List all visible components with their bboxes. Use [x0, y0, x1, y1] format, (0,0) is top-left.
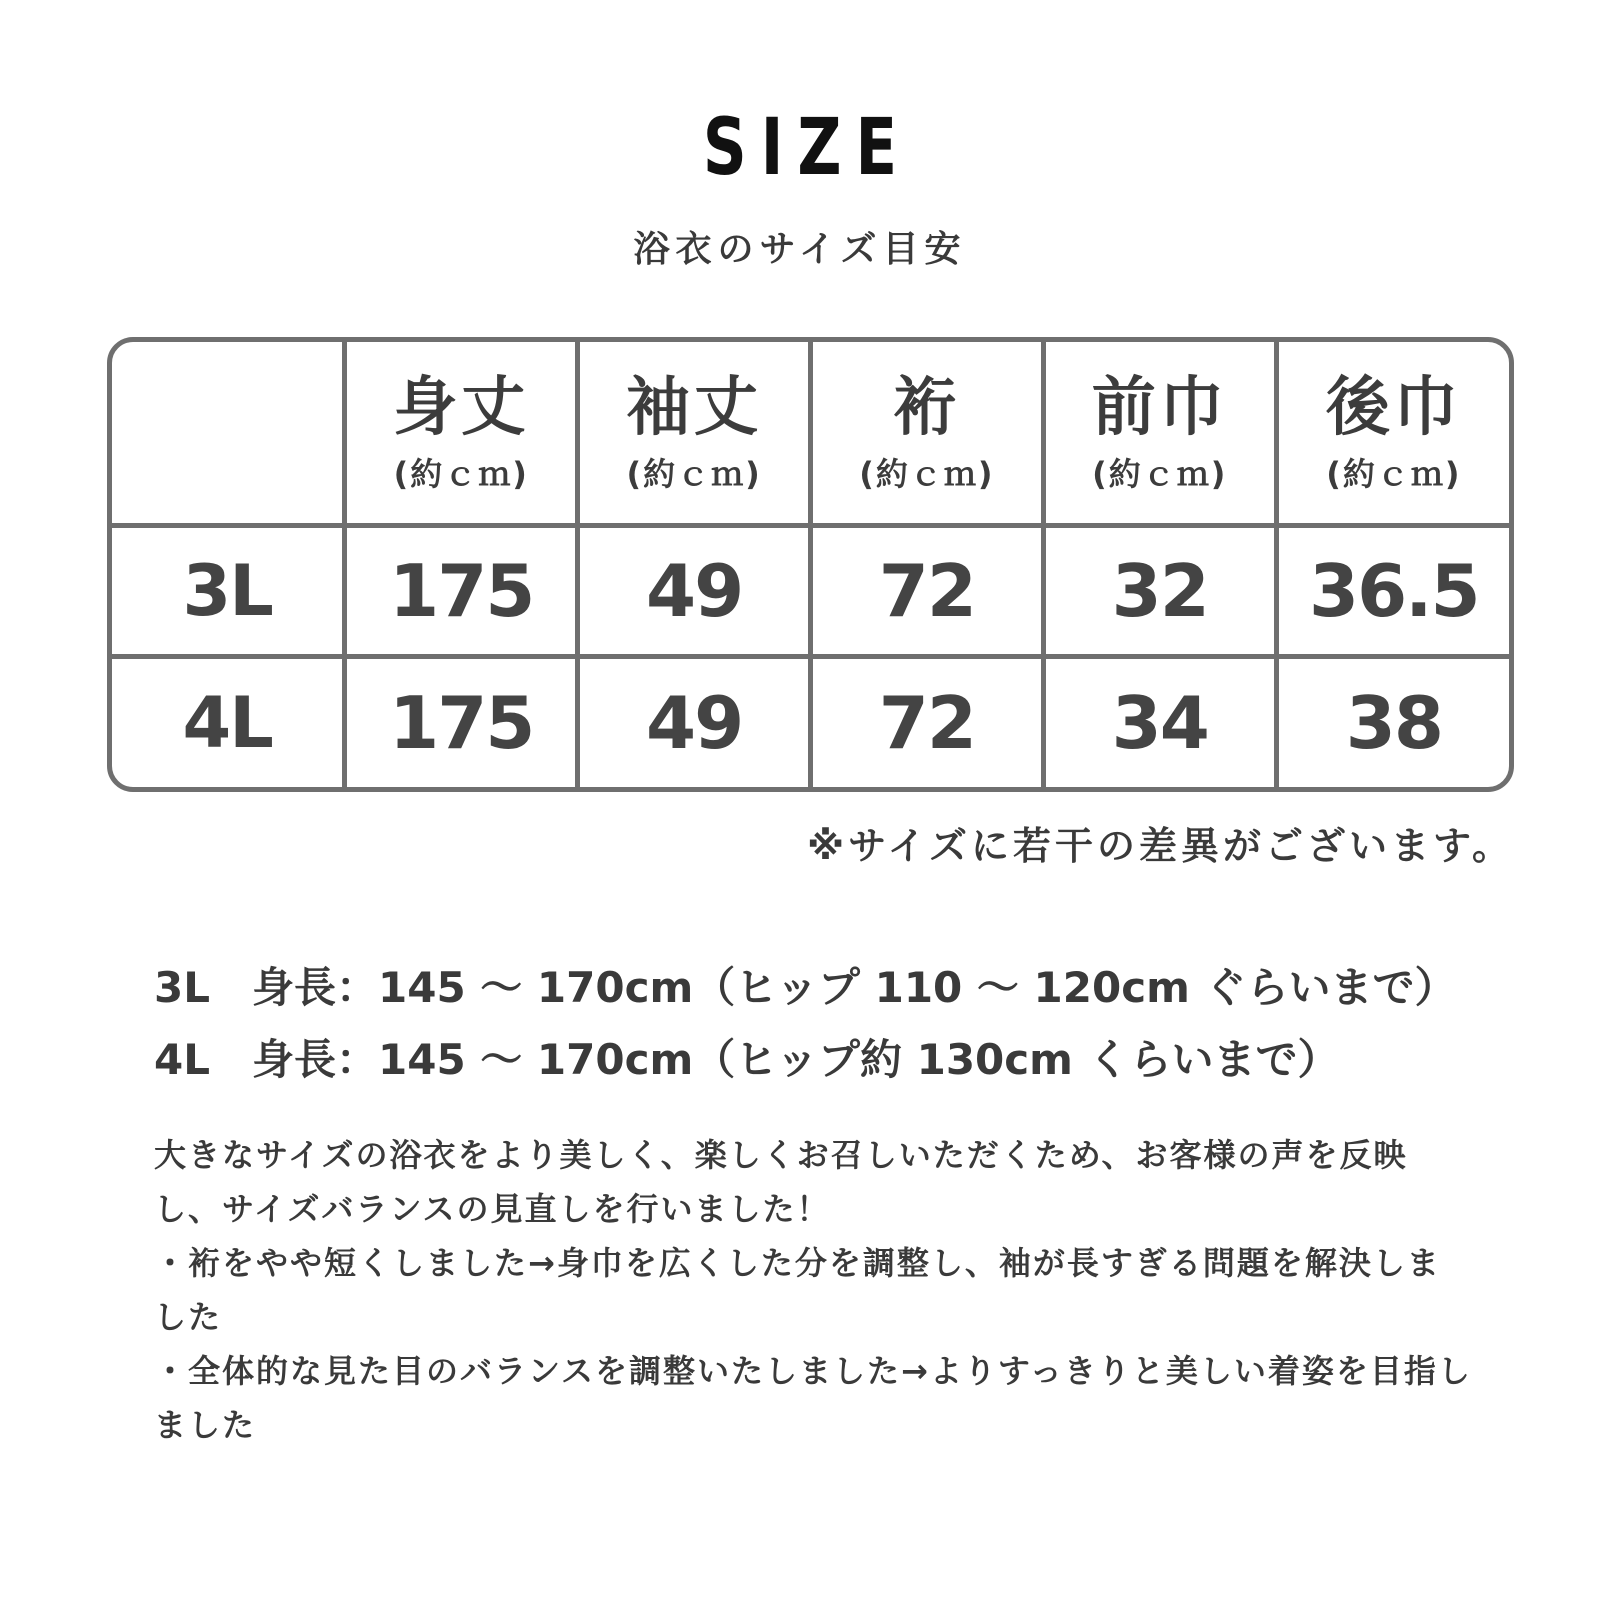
table-header-row: [112, 342, 1509, 526]
column-label: 前巾: [1091, 370, 1228, 445]
row-size-label: 3L: [112, 526, 345, 657]
description-block: [154, 1128, 1474, 1452]
size-table-container: [107, 337, 1514, 792]
table-cell: 175: [345, 526, 578, 657]
table-cell: 49: [578, 526, 811, 657]
description-bullet: ・裄をやや短くしました→身巾を広くした分を調整し、袖が長すぎる問題を解決しました: [154, 1244, 1441, 1336]
height-guide-text: 身長：145 〜 170cm（ヒップ約 130cm くらいまで）: [252, 1035, 1340, 1084]
column-label: 裄: [892, 370, 961, 445]
column-header-mitake: [345, 342, 578, 526]
column-label: 身丈: [393, 370, 530, 445]
size-variance-note: ※サイズに若干の差異がございます。: [807, 824, 1514, 868]
table-cell: 32: [1043, 526, 1276, 657]
height-guide-size: 4L: [154, 1035, 210, 1084]
column-label: 後巾: [1325, 370, 1462, 445]
column-unit: (約ｃｍ): [393, 454, 529, 493]
table-cell: 38: [1276, 656, 1509, 787]
column-unit: (約ｃｍ): [859, 454, 995, 493]
column-header-maehaba: [1043, 342, 1276, 526]
table-cell: 175: [345, 656, 578, 787]
column-unit: (約ｃｍ): [1092, 454, 1228, 493]
size-table: [112, 342, 1509, 787]
column-header-yuki: [810, 342, 1043, 526]
table-corner-cell: [112, 342, 345, 526]
table-cell: 36.5: [1276, 526, 1509, 657]
description-bullet: ・全体的な見た目のバランスを調整いたしました→よりすっきりと美しい着姿を目指しました: [154, 1352, 1472, 1444]
height-guide-4l: [154, 1032, 1340, 1088]
page-subtitle: 浴衣のサイズ目安: [633, 229, 967, 270]
column-header-ushirohaba: [1276, 342, 1509, 526]
table-row-4l: [112, 656, 1509, 787]
description-paragraph: 大きなサイズの浴衣をより美しく、楽しくお召しいただくため、お客様の声を反映し、サイズバランスの見直しを行いました！: [154, 1136, 1408, 1228]
column-header-sodetake: [578, 342, 811, 526]
page-title: SIZE: [702, 103, 912, 193]
height-guide-size: 3L: [154, 963, 210, 1012]
height-guide-text: 身長：145 〜 170cm（ヒップ 110 〜 120cm ぐらいまで）: [252, 963, 1457, 1012]
table-row-3l: [112, 526, 1509, 657]
height-guide-3l: [154, 960, 1456, 1016]
column-unit: (約ｃｍ): [1326, 454, 1462, 493]
column-unit: (約ｃｍ): [626, 454, 762, 493]
column-label: 袖丈: [626, 370, 763, 445]
table-cell: 49: [578, 656, 811, 787]
table-cell: 72: [810, 656, 1043, 787]
table-cell: 34: [1043, 656, 1276, 787]
table-cell: 72: [810, 526, 1043, 657]
row-size-label: 4L: [112, 656, 345, 787]
